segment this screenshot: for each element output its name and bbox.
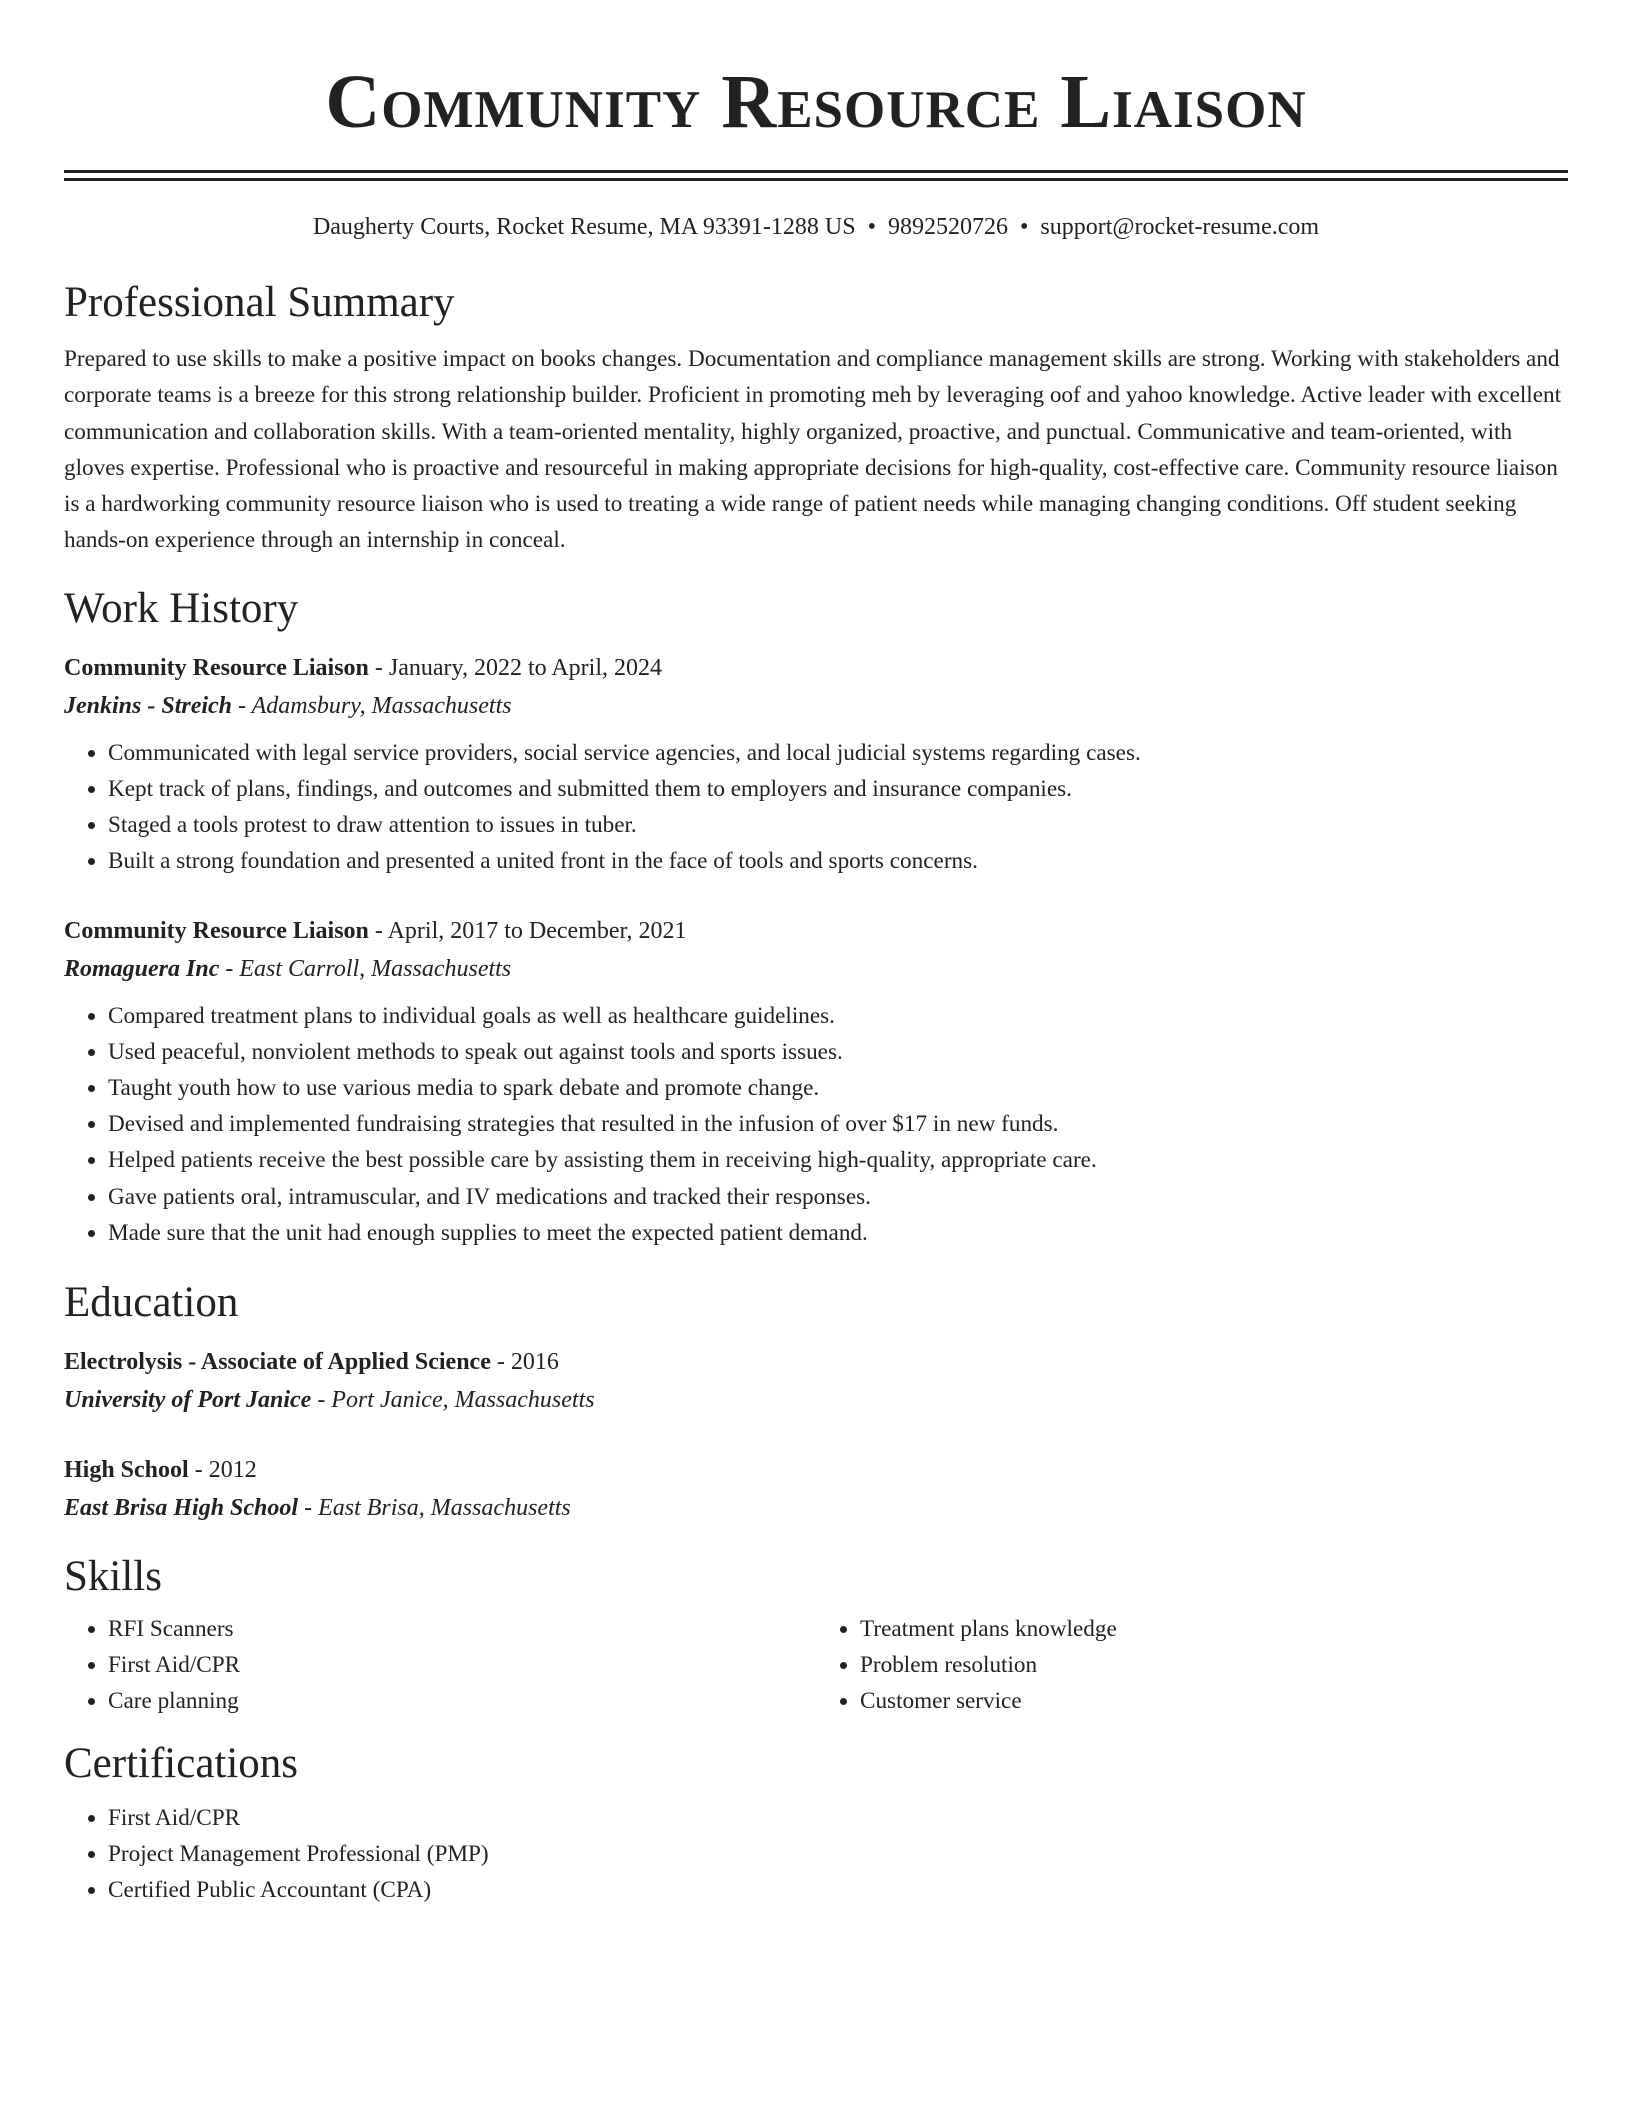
summary-text: Prepared to use skills to make a positive impact on books changes. Documentation and compliance management skills are strong. Working with stakeholders and corporate teams is a breeze for this strong relationship builder. Proficient in promoting meh by leveraging oof and yahoo knowledge. Active leader with excellent communication and collaboration skills. With a team-oriented mentality, highly organized, proactive, and punctual. Communicative and team-oriented, with gloves expertise. Professional who is proactive and resourceful in making appropriate decisions for high-quality, cost-effective care. Community resource liaison is a hardworking community resource liaison who is used to treating a wide range of patient needs while managing changing conditions. Off student seeking hands-on experience through an internship in conceal.	[64, 346, 1562, 554]
list-item: • Treatment plans knowledge	[860, 1611, 1568, 1647]
list-item: • Compared treatment plans to individual goals as well as healthcare guidelines.	[108, 998, 1568, 1034]
list-item: • Gave patients oral, intramuscular, and IV medications and tracked their responses.	[108, 1179, 1568, 1215]
education-school: East Brisa High School	[64, 1495, 299, 1522]
education-heading	[64, 1343, 1568, 1381]
list-item: • Kept track of plans, findings, and outcomes and submitted them to employers and insurance companies.	[108, 771, 1568, 807]
job-position: Community Resource Liaison	[64, 654, 369, 681]
list-item: • Problem resolution	[860, 1647, 1568, 1683]
list-item: • Taught youth how to use various media to spark debate and promote change.	[108, 1070, 1568, 1106]
education-entry	[64, 1451, 1568, 1527]
job-dates: - April, 2017 to December, 2021	[368, 917, 687, 944]
education-entry	[64, 1343, 1568, 1419]
job-bullets	[64, 998, 1568, 1251]
section-title-skills: Skills	[64, 1553, 162, 1601]
job-entry	[64, 912, 1568, 1251]
list-item: • First Aid/CPR	[108, 1647, 816, 1683]
list-item: • Devised and implemented fundraising strategies that resulted in the infusion of over $17 in new funds.	[108, 1106, 1568, 1142]
education-location: - Port Janice, Massachusetts	[311, 1387, 595, 1414]
education-school-line	[64, 1489, 1568, 1527]
resume-name: Community Resource Liaison	[325, 60, 1307, 144]
education-year: - 2012	[188, 1457, 257, 1484]
list-item: • Helped patients receive the best possible care by assisting them in receiving high-quality, appropriate care.	[108, 1142, 1568, 1178]
contact-separator: •	[867, 214, 876, 240]
education-heading	[64, 1451, 1568, 1489]
job-bullets	[64, 735, 1568, 880]
section-title-work-history: Work History	[64, 584, 299, 632]
contact-email: support@rocket-resume.com	[1040, 214, 1320, 240]
contact-line	[64, 211, 1568, 243]
list-item: • Customer service	[860, 1683, 1568, 1719]
job-location: - Adamsbury, Massachusetts	[232, 692, 512, 719]
education-school: University of Port Janice	[64, 1387, 312, 1414]
section-title-summary: Professional Summary	[64, 279, 455, 326]
list-item: • Used peaceful, nonviolent methods to speak out against tools and sports issues.	[108, 1034, 1568, 1070]
list-item: • Made sure that the unit had enough supplies to meet the expected patient demand.	[108, 1215, 1568, 1251]
list-item: • Project Management Professional (PMP)	[108, 1836, 1568, 1872]
certifications-list	[64, 1800, 1568, 1909]
job-company: Jenkins - Streich	[64, 692, 233, 719]
job-dates: - January, 2022 to April, 2024	[368, 654, 662, 681]
education-year: - 2016	[490, 1349, 559, 1376]
list-item: • Communicated with legal service providers, social service agencies, and local judicial systems regarding cases.	[108, 735, 1568, 771]
job-entry	[64, 649, 1568, 880]
list-item: • Built a strong foundation and presented a united front in the face of tools and sports concerns.	[108, 843, 1568, 879]
job-company: Romaguera Inc	[64, 955, 220, 982]
job-company-line	[64, 950, 1568, 988]
list-item: • Certified Public Accountant (CPA)	[108, 1872, 1568, 1908]
job-company-line	[64, 687, 1568, 725]
contact-phone: 9892520726	[887, 214, 1008, 240]
job-heading	[64, 912, 1568, 950]
education-degree: Electrolysis - Associate of Applied Science	[64, 1349, 491, 1376]
contact-address: Daugherty Courts, Rocket Resume, MA 93391-1288 US	[312, 214, 856, 240]
education-school-line	[64, 1381, 1568, 1419]
skills-grid	[64, 1611, 1568, 1720]
list-item: • First Aid/CPR	[108, 1800, 1568, 1836]
education-degree: High School	[64, 1457, 189, 1484]
list-item: • RFI Scanners	[108, 1611, 816, 1647]
education-location: - East Brisa, Massachusetts	[298, 1495, 571, 1522]
section-title-education: Education	[64, 1279, 239, 1327]
skills-list-left	[64, 1611, 816, 1720]
job-position: Community Resource Liaison	[64, 917, 369, 944]
header-double-rule	[64, 170, 1568, 181]
contact-separator: •	[1019, 214, 1029, 240]
job-location: - East Carroll, Massachusetts	[219, 955, 512, 982]
list-item: • Care planning	[108, 1683, 816, 1719]
job-heading	[64, 649, 1568, 687]
list-item: • Staged a tools protest to draw attention to issues in tuber.	[108, 807, 1568, 843]
skills-list-right	[816, 1611, 1568, 1720]
section-title-certifications: Certifications	[64, 1739, 299, 1787]
